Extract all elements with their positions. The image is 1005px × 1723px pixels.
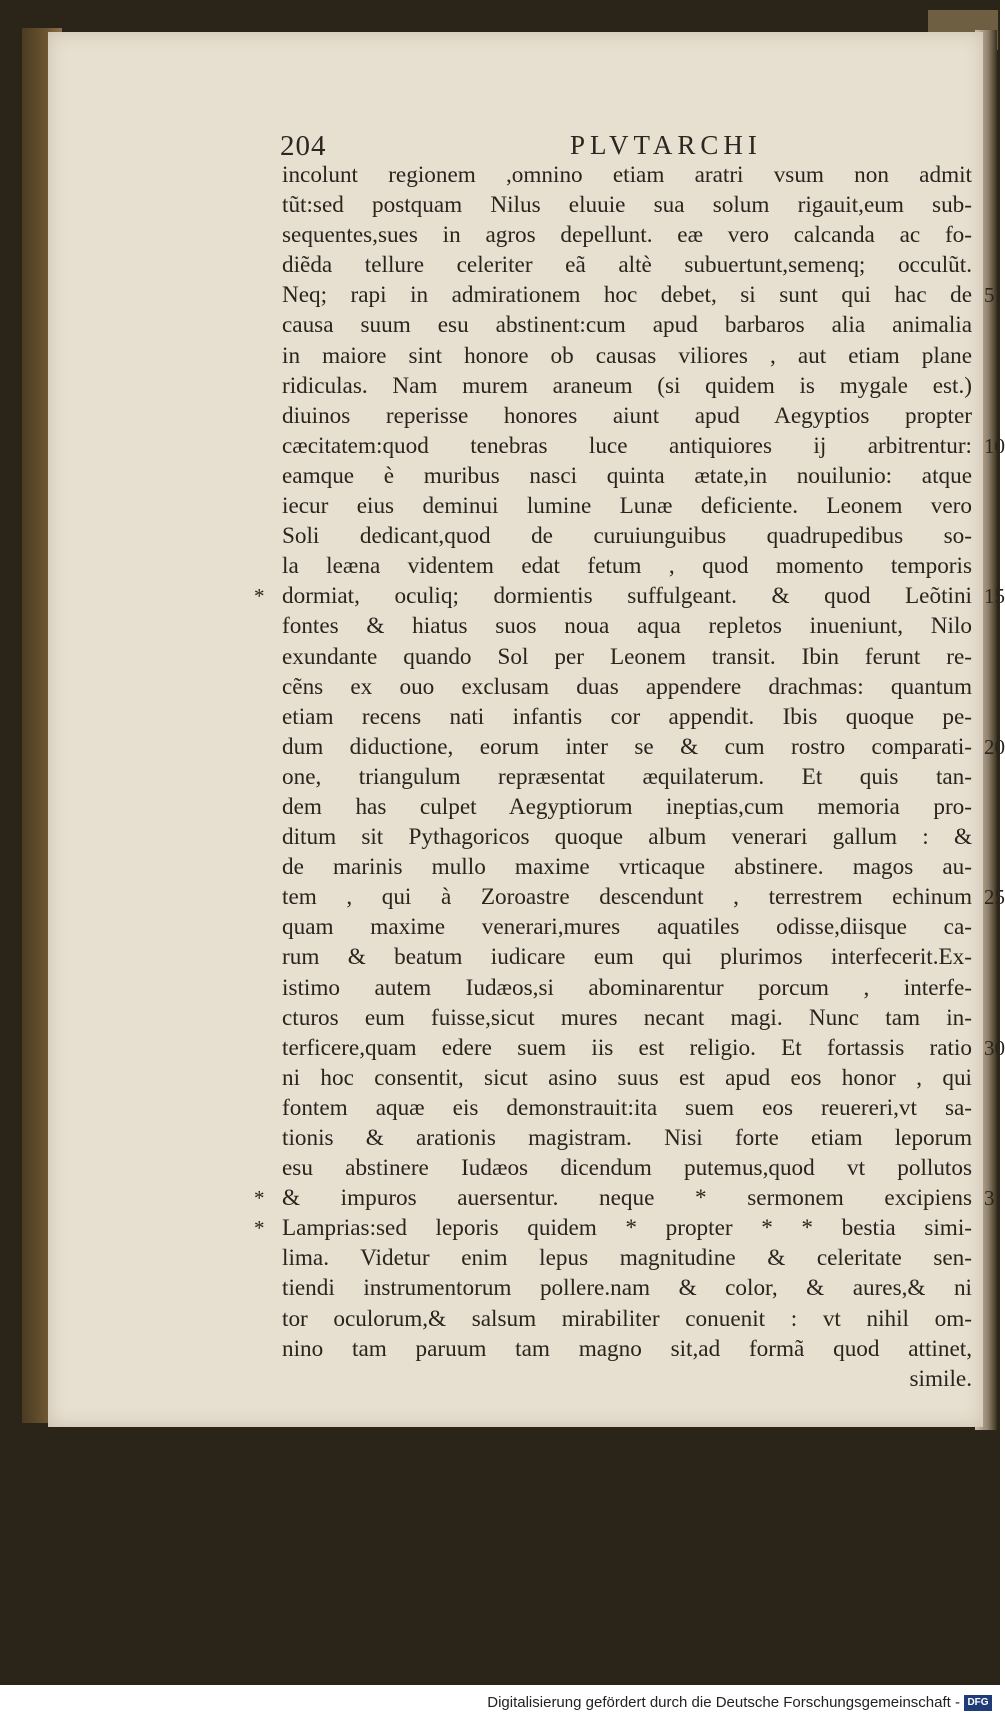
line-text: diuinos reperisse honores aiunt apud Aegyptios propter: [282, 402, 972, 429]
margin-asterisk: *: [254, 1216, 265, 1241]
text-line: [282, 521, 1002, 551]
text-line: [282, 973, 1002, 1003]
text-line: [282, 371, 1002, 401]
text-line: [282, 642, 1002, 672]
text-line: [282, 942, 1002, 972]
footer-bar: [0, 1686, 1000, 1723]
line-text: tiendi instrumentorum pollere.nam & color, & aures,& ni: [282, 1275, 972, 1302]
line-text: terficere,quam edere suem iis est religio. Et fortassis ratio: [282, 1034, 972, 1061]
line-text: ditum sit Pythagoricos quoque album venerari gallum : &: [282, 824, 972, 851]
line-text: esu abstinere Iudæos dicendum putemus,quod vt pollutos: [282, 1155, 972, 1182]
line-number: 15: [984, 584, 1005, 609]
margin-asterisk: *: [254, 584, 265, 609]
line-text: in maiore sint honore ob causas viliores , aut etiam plane: [282, 342, 972, 369]
line-text: tor oculorum,& salsum mirabiliter conuenit : vt nihil om-: [282, 1305, 972, 1332]
line-text: tionis & arationis magistram. Nisi forte etiam leporum: [282, 1125, 972, 1151]
margin-asterisk: *: [254, 1186, 265, 1211]
line-text: exundante quando Sol per Leonem transit. Ibin ferunt re-: [282, 643, 972, 670]
line-text: etiam recens nati infantis cor appendit. Ibis quoque pe-: [282, 703, 972, 730]
text-line: [282, 672, 1002, 702]
text-line: [282, 852, 1002, 882]
text-line: [282, 732, 1005, 762]
line-number: 25: [984, 885, 1005, 910]
running-title: PLVTARCHI: [570, 130, 762, 160]
text-line: [254, 1183, 1002, 1213]
text-line: [282, 822, 1002, 852]
line-text: ni hoc consentit, sicut asino suus est apud eos honor , qui: [282, 1064, 972, 1091]
line-text: one, triangulum repræsentat æquilaterum. Et quis tan-: [282, 763, 972, 790]
text-line: [282, 431, 1005, 461]
text-line: [282, 882, 1005, 912]
line-text: cẽns ex ouo exclusam duas appendere drachmas: quantum: [282, 673, 972, 700]
line-text: dormiat, oculiq; dormientis suffulgeant. & quod Leõtini: [282, 583, 972, 610]
line-text: & impuros auersentur. neque * sermonem excipiens: [282, 1185, 972, 1212]
line-text: quam maxime venerari,mures aquatiles odisse,diisque ca-: [282, 914, 972, 941]
funding-credit: Digitalisierung gefördert durch die Deutsche Forschungsgemeinschaft -: [487, 1694, 960, 1711]
line-text: tem , qui à Zoroastre descendunt , terrestrem echinum: [282, 884, 972, 911]
line-text: nino tam paruum tam magno sit,ad formã quod attinet,: [282, 1335, 972, 1362]
page-number: 204: [280, 130, 327, 162]
text-line: [282, 912, 1002, 942]
text-line: [282, 1063, 1002, 1093]
text-line: [282, 792, 1002, 822]
text-line: [282, 1033, 1005, 1063]
line-text: la leæna videntem edat fetum , quod momento temporis: [282, 553, 972, 580]
line-text: fontem aquæ eis demonstrauit:ita suem eos reuereri,vt sa-: [282, 1094, 972, 1121]
text-line: [282, 401, 1002, 431]
line-number: 10: [984, 433, 1005, 458]
text-line: [282, 702, 1002, 732]
book-page: [48, 32, 1005, 1427]
line-text: ridiculas. Nam murem araneum (si quidem is mygale est.): [282, 372, 972, 399]
line-text: Neq; rapi in admirationem hoc debet, si sunt qui hac de: [282, 282, 972, 309]
line-text: dum diductione, eorum inter se & cum rostro comparati-: [282, 733, 972, 760]
text-line: [282, 310, 1002, 340]
text-line: [282, 1364, 1002, 1394]
text-line: [282, 1304, 1002, 1334]
line-number: 20: [984, 734, 1005, 759]
line-number: 5: [984, 283, 995, 308]
dfg-logo: DFG: [964, 1695, 992, 1711]
text-line: [282, 491, 1002, 521]
line-text: lima. Videtur enim lepus magnitudine & celeritate sen-: [282, 1245, 972, 1272]
line-text: tũt:sed postquam Nilus eluuie sua solum rigauit,eum sub-: [282, 192, 972, 219]
line-text: eamque è muribus nasci quinta ætate,in nouilunio: atque: [282, 462, 972, 489]
line-text: dem has culpet Aegyptiorum ineptias,cum memoria pro-: [282, 793, 972, 820]
line-text: iecur eius deminui lumine Lunæ deficiente. Leonem vero: [282, 493, 972, 520]
text-line: [282, 461, 1002, 491]
line-text: Lamprias:sed leporis quidem * propter * * bestia simi-: [282, 1215, 972, 1242]
text-line: [282, 341, 1002, 371]
text-line: [282, 250, 1002, 280]
text-line: [282, 1093, 1002, 1123]
line-number: 3: [984, 1186, 995, 1211]
line-text: causa suum esu abstinent:cum apud barbaros alia animalia: [282, 312, 972, 339]
text-line: [282, 1003, 1002, 1033]
text-line: [282, 1334, 1002, 1364]
text-line: [282, 190, 1002, 220]
text-line: [282, 762, 1002, 792]
text-line: [282, 611, 1002, 641]
text-line: [254, 581, 1005, 611]
line-text: rum & beatum iudicare eum qui plurimos interfecerit.Ex-: [282, 944, 972, 971]
text-line: [282, 1153, 1002, 1183]
line-text: incolunt regionem ,omnino etiam aratri vsum non admit: [282, 162, 972, 188]
line-text: simile.: [909, 1365, 972, 1392]
line-text: de marinis mullo maxime vrticaque abstinere. magos au-: [282, 854, 972, 881]
line-number: 30: [984, 1035, 1005, 1060]
text-line: [282, 1273, 1002, 1303]
line-text: istimo autem Iudæos,si abominarentur porcum , interfe-: [282, 974, 972, 1001]
body-text: [254, 160, 1005, 1394]
text-line: [282, 220, 1002, 250]
text-line: [254, 1213, 1002, 1243]
text-line: [282, 1123, 1002, 1153]
line-text: fontes & hiatus suos noua aqua repletos inueniunt, Nilo: [282, 613, 972, 640]
text-line: [282, 1243, 1002, 1273]
text-line: [282, 551, 1002, 581]
line-text: Soli dedicant,quod de curuiunguibus quadrupedibus so-: [282, 523, 972, 550]
text-line: [282, 160, 1002, 190]
line-text: cturos eum fuisse,sicut mures necant magi. Nunc tam in-: [282, 1004, 972, 1031]
line-text: cæcitatem:quod tenebras luce antiquiores ij arbitrentur:: [282, 432, 972, 459]
line-text: diẽda tellure celeriter eã altè subuertunt,semenq; occulũt.: [282, 252, 972, 279]
line-text: sequentes,sues in agros depellunt. eæ vero calcanda ac fo-: [282, 222, 972, 249]
text-line: [282, 280, 1002, 310]
